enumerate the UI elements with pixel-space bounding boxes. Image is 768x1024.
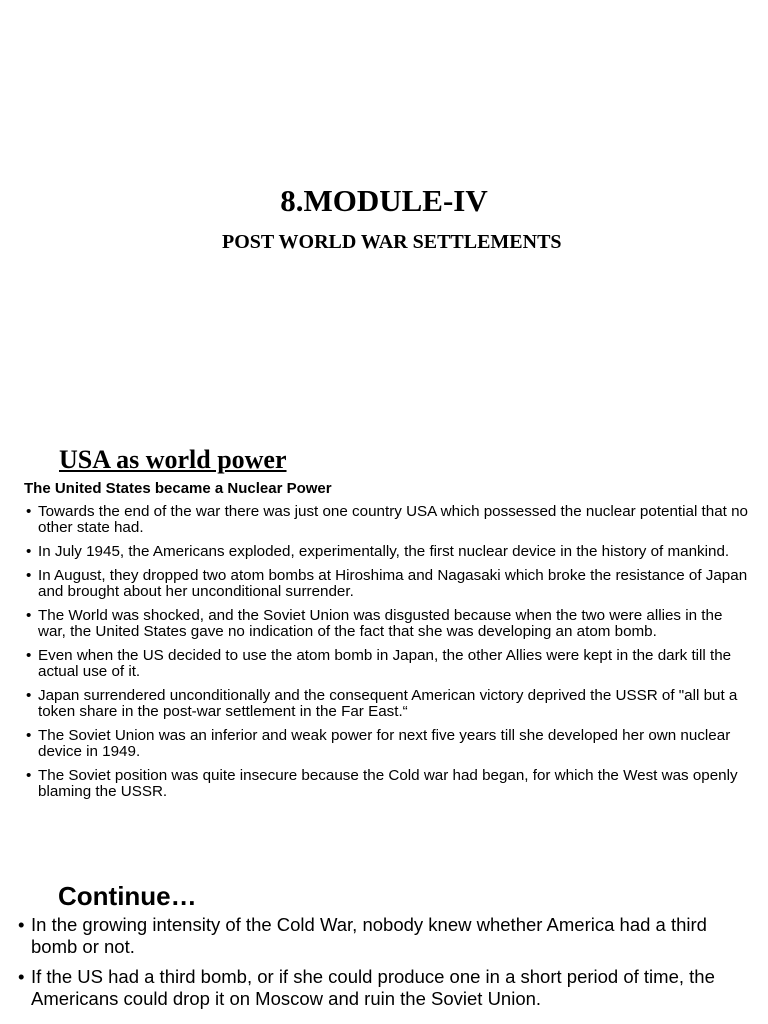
list-item: • In the growing intensity of the Cold War, nobody knew whether America had a third bomb or not. (18, 914, 748, 958)
list-item: • The Soviet position was quite insecure because the Cold war had began, for which the West was openly blaming the USSR. (26, 768, 748, 800)
slide-subtitle: POST WORLD WAR SETTLEMENTS (222, 231, 562, 253)
section-heading-continue: Continue… (58, 881, 197, 911)
section-heading-usa-world-power: USA as world power (59, 445, 287, 474)
bullet-list-usa (26, 504, 748, 808)
list-item: • In August, they dropped two atom bombs at Hiroshima and Nagasaki which broke the resistance of Japan and brought about her unconditional surrender. (26, 568, 748, 600)
list-item: • If the US had a third bomb, or if she could produce one in a short period of time, the Americans could drop it on Moscow and ruin the Soviet Union. (18, 966, 748, 1010)
bullet-list-continue (18, 914, 748, 1018)
list-item: • Even when the US decided to use the atom bomb in Japan, the other Allies were kept in the dark till the actual use of it. (26, 648, 748, 680)
list-item: • The World was shocked, and the Soviet Union was disgusted because when the two were allies in the war, the United States gave no indication of the fact that she was developing an atom bomb. (26, 608, 748, 640)
list-item: • In July 1945, the Americans exploded, experimentally, the first nuclear device in the history of mankind. (26, 544, 748, 560)
section-subheading: The United States became a Nuclear Power (24, 480, 332, 497)
list-item: • Japan surrendered unconditionally and the consequent American victory deprived the USSR of "all but a token share in the post-war settlement in the Far East.“ (26, 688, 748, 720)
list-item: • The Soviet Union was an inferior and weak power for next five years till she developed her own nuclear device in 1949. (26, 728, 748, 760)
list-item: • Towards the end of the war there was just one country USA which possessed the nuclear potential that no other state had. (26, 504, 748, 536)
slide-title: 8.MODULE-IV (280, 183, 488, 218)
